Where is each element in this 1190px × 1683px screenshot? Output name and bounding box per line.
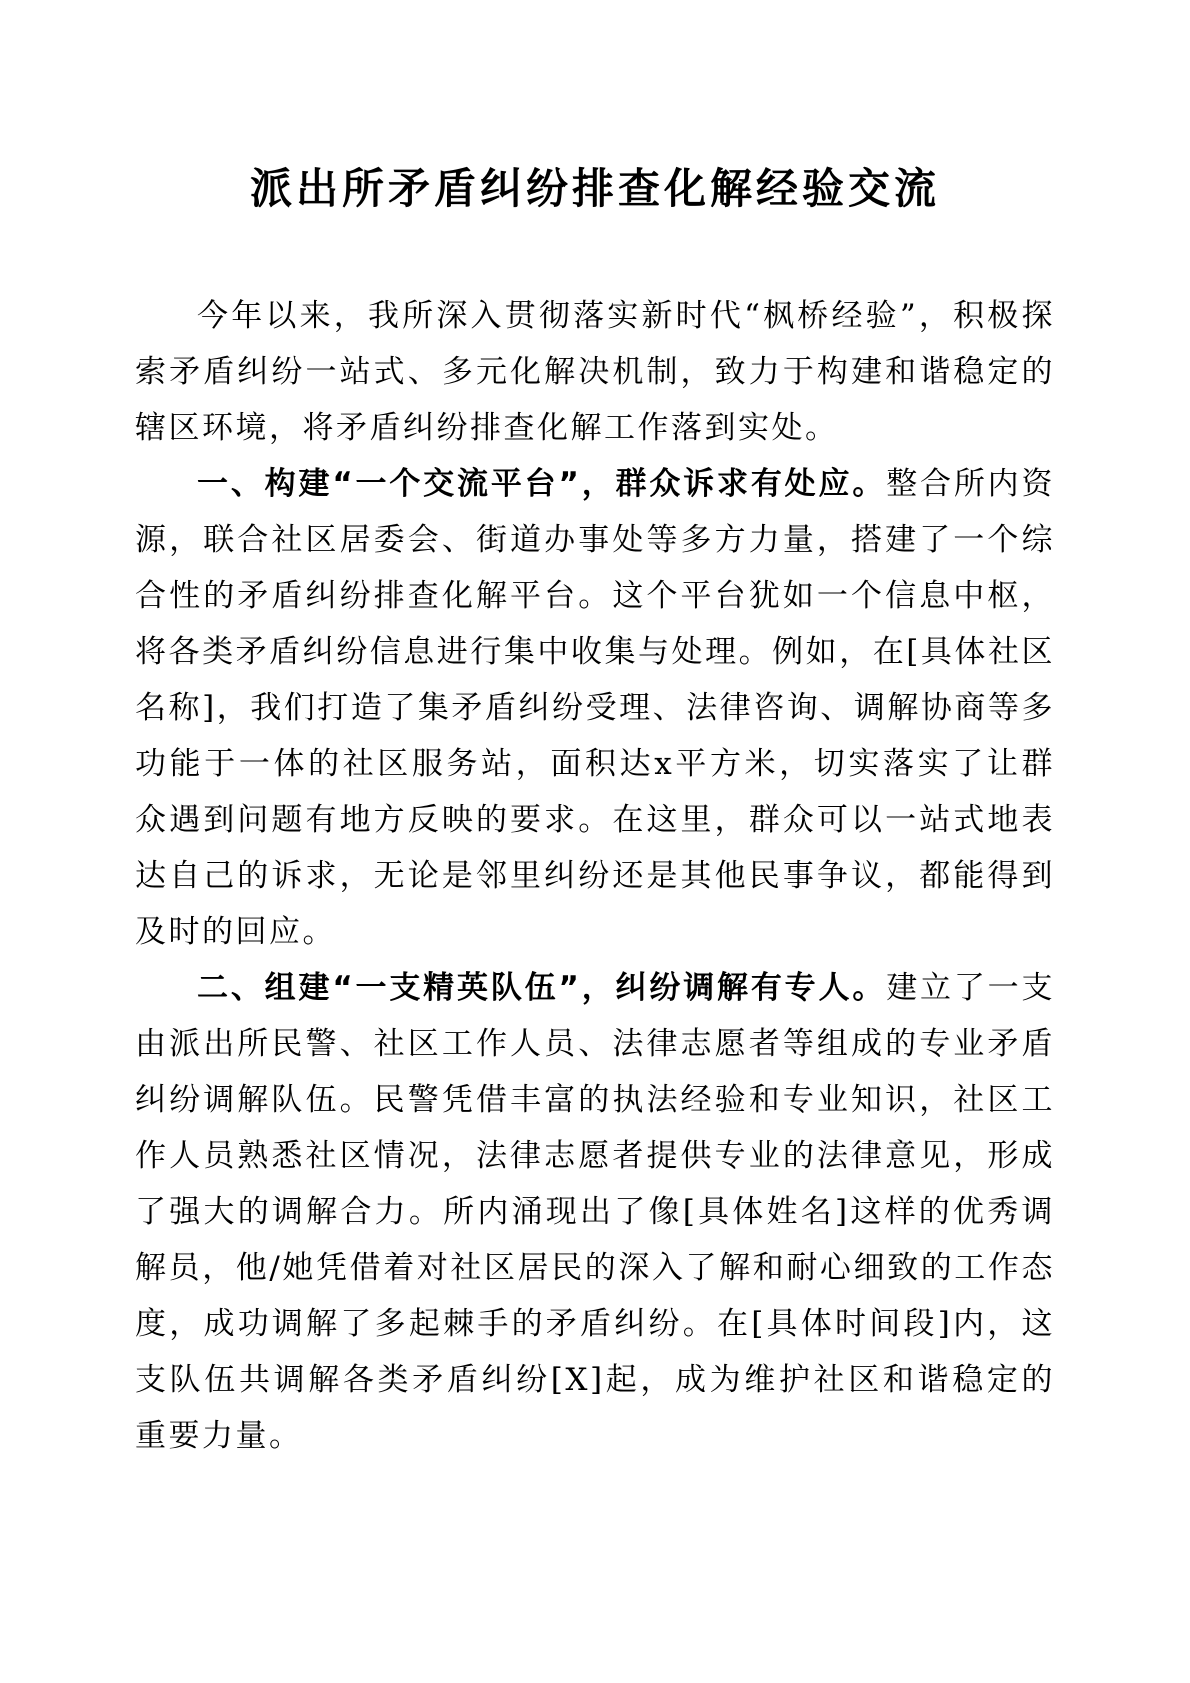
- paragraph-section-1: [135, 456, 1055, 960]
- paragraph-section-2: [135, 960, 1055, 1464]
- paragraph-section-1-text: 整合所内资源，联合社区居委会、街道办事处等多方力量，搭建了一个综合性的矛盾纠纷排查化解平台。这个平台犹如一个信息中枢，将各类矛盾纠纷信息进行集中收集与处理。例如，在[具体社区名称]，我们打造了集矛盾纠纷受理、法律咨询、调解协商等多功能于一体的社区服务站，面积达x平方米，切实落实了让群众遇到问题有地方反映的要求。在这里，群众可以一站式地表达自己的诉求，无论是邻里纠纷还是其他民事争议，都能得到及时的回应。: [135, 466, 1056, 950]
- paragraph-section-2-text: 建立了一支由派出所民警、社区工作人员、法律志愿者等组成的专业矛盾纠纷调解队伍。民警凭借丰富的执法经验和专业知识，社区工作人员熟悉社区情况，法律志愿者提供专业的法律意见，形成了强大的调解合力。所内涌现出了像[具体姓名]这样的优秀调解员，他/她凭借着对社区居民的深入了解和耐心细致的工作态度，成功调解了多起棘手的矛盾纠纷。在[具体时间段]内，这支队伍共调解各类矛盾纠纷[X]起，成为维护社区和谐稳定的重要力量。: [135, 970, 1056, 1454]
- paragraph-section-2-heading: 二、组建“一支精英队伍”，纠纷调解有专人。: [197, 970, 887, 1006]
- paragraph-intro: [135, 288, 1055, 456]
- paragraph-section-1-heading: 一、构建“一个交流平台”，群众诉求有处应。: [197, 466, 887, 502]
- paragraph-intro-text: 今年以来，我所深入贯彻落实新时代“枫桥经验”，积极探索矛盾纠纷一站式、多元化解决机制，致力于构建和谐稳定的辖区环境，将矛盾纠纷排查化解工作落到实处。: [135, 298, 1055, 446]
- document-title: 派出所矛盾纠纷排查化解经验交流: [249, 164, 940, 213]
